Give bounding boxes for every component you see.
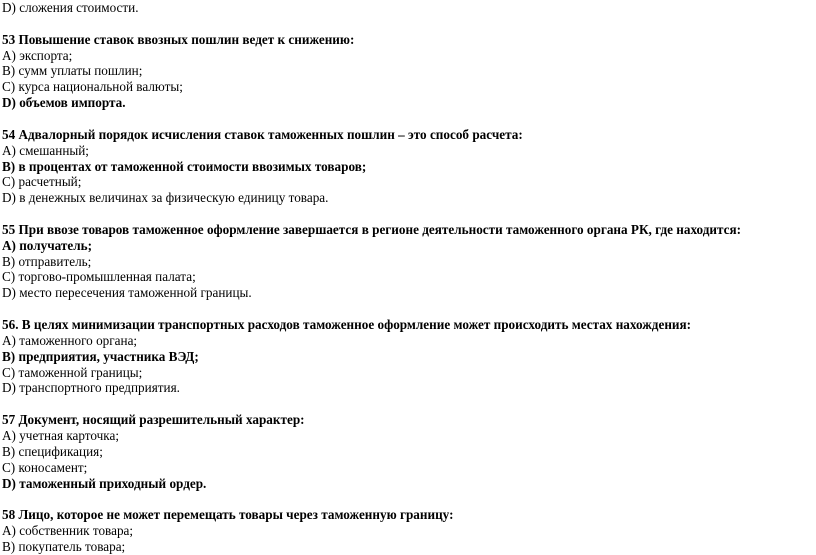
answer-line: D) в денежных величинах за физическую единицу товара. <box>2 190 329 206</box>
question-or-answer-bold-line: В) в процентах от таможенной стоимости ввозимых товаров; <box>2 158 367 174</box>
question-or-answer-bold-line: 58 Лицо, которое не может перемещать товары через таможенную границу: <box>2 507 454 523</box>
question-or-answer-bold-line: 54 Адвалорный порядок исчисления ставок таможенных пошлин – это способ расчета: <box>2 126 523 142</box>
answer-line: D) место пересечения таможенной границы. <box>2 285 252 301</box>
answer-line: В) спецификация; <box>2 443 103 459</box>
question-or-answer-bold-line: А) получатель; <box>2 237 93 253</box>
answer-line: D) транспортного предприятия. <box>2 380 180 396</box>
answer-line: А) экспорта; <box>2 47 73 63</box>
question-or-answer-bold-line: D) объемов импорта. <box>2 95 126 111</box>
answer-line: С) коносамент; <box>2 459 88 475</box>
question-or-answer-bold-line: 57 Документ, носящий разрешительный характер: <box>2 412 305 428</box>
question-or-answer-bold-line: 56. В целях минимизации транспортных расходов таможенное оформление может происходить местах нахождения: <box>2 317 692 332</box>
answer-line: В) покупатель товара; <box>2 538 126 554</box>
answer-line: С) торгово-промышленная палата; <box>2 269 196 285</box>
answer-line: С) таможенной границы; <box>2 364 143 380</box>
answer-line: А) учетная карточка; <box>2 427 120 443</box>
question-or-answer-bold-line: 55 При ввозе товаров таможенное оформление завершается в регионе деятельности таможенного органа РК, где находится: <box>2 221 742 237</box>
answer-line: А) собственник товара; <box>2 523 134 539</box>
answer-line: С) расчетный; <box>2 174 82 190</box>
answer-line: А) таможенного органа; <box>2 332 138 348</box>
answer-line: А) смешанный; <box>2 142 89 158</box>
answer-line: В) сумм уплаты пошлин; <box>2 63 143 79</box>
answer-line: С) курса национальной валюты; <box>2 79 183 95</box>
answer-line: В) отправитель; <box>2 253 92 269</box>
question-or-answer-bold-line: D) таможенный приходный ордер. <box>2 475 207 491</box>
question-or-answer-bold-line: В) предприятия, участника ВЭД; <box>2 348 199 364</box>
answer-line: D) сложения стоимости. <box>2 0 139 15</box>
question-or-answer-bold-line: 53 Повышение ставок ввозных пошлин ведет к снижению: <box>2 31 355 47</box>
